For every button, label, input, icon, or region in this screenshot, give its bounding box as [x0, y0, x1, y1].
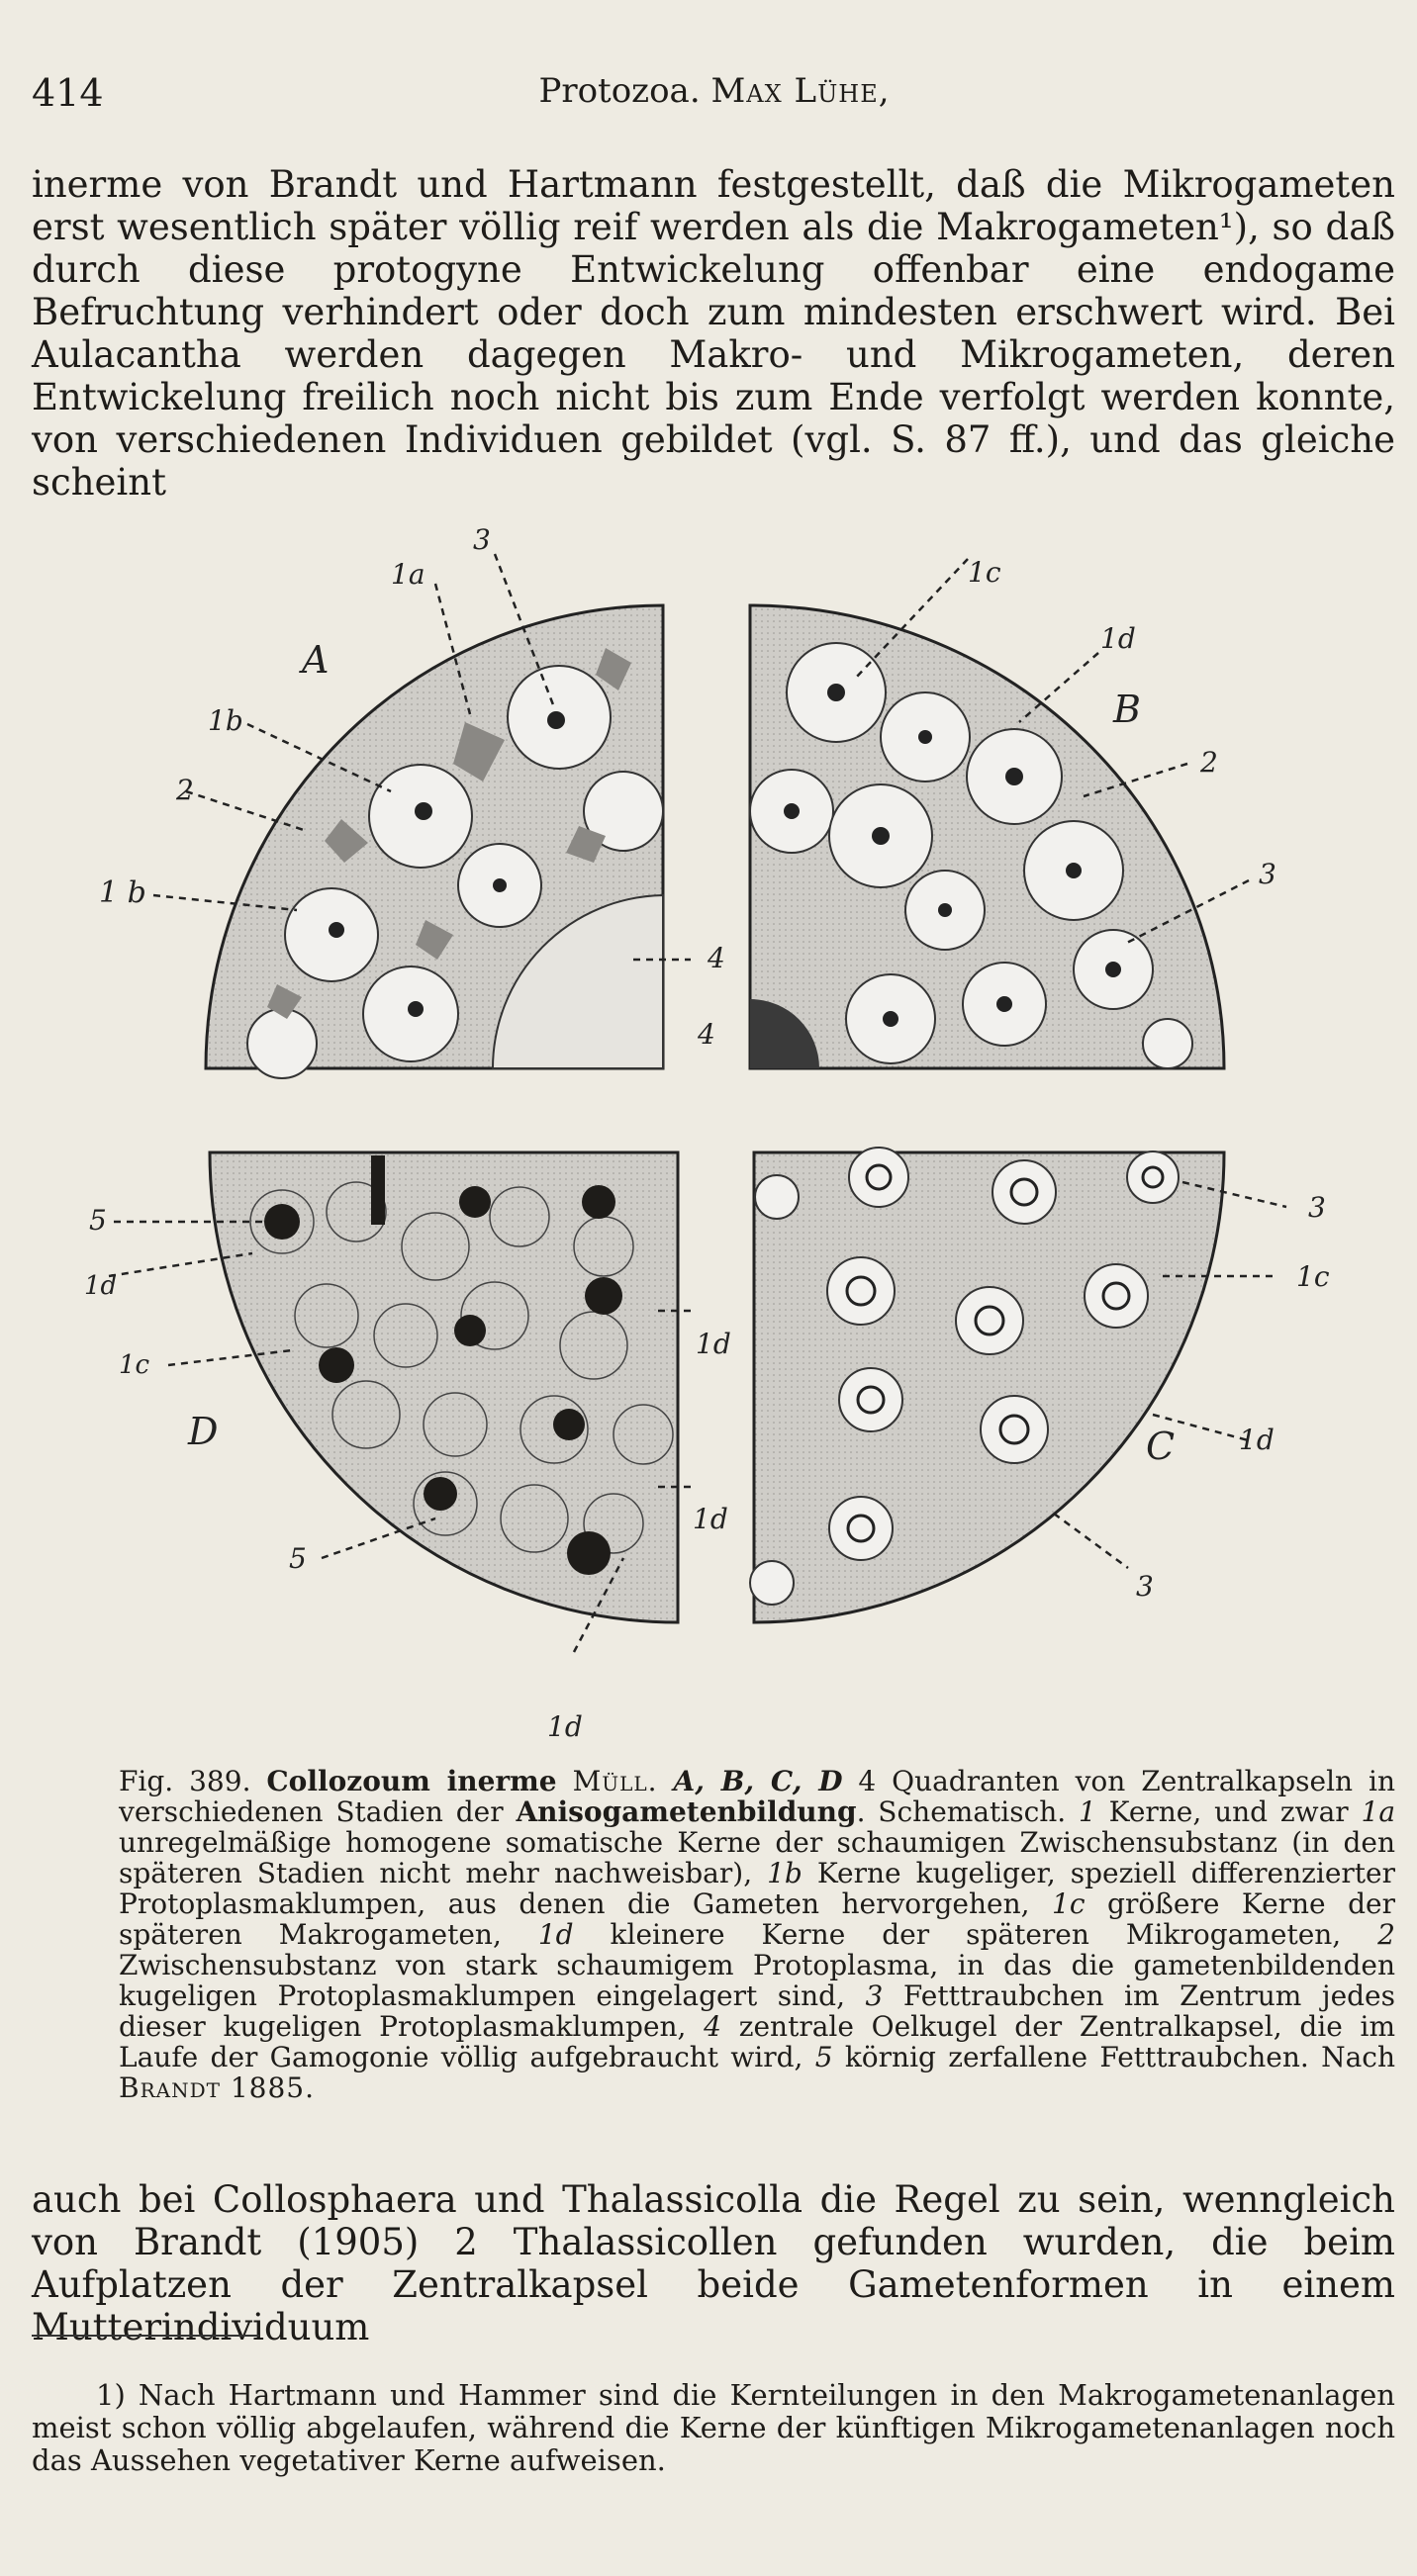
figure-plate [0, 495, 1417, 1761]
caption-text: Kerne, und zwar [1095, 1795, 1362, 1828]
label-a-2: 2 [176, 774, 194, 806]
caption-key: 1c [1052, 1887, 1086, 1920]
footnote-rule [32, 2335, 259, 2337]
footnote: 1) Nach Hartmann und Hammer sind die Kernteilungen in den Makrogametenanlagen meist schon völlig abgelaufen, während die Kerne der künftigen Mikrogametenanlagen noch das Aussehen vegetativer Kerne aufweisen. [32, 2378, 1395, 2477]
label-c-1c: 1c [1296, 1260, 1330, 1293]
label-d-5-top: 5 [89, 1204, 107, 1237]
quadrant-b [750, 605, 1224, 1068]
figure-caption [119, 1766, 1395, 2103]
caption-source: Brandt 1885. [119, 2071, 316, 2104]
running-head-author: Max Lühe, [710, 71, 891, 111]
label-c-3-bottom: 3 [1136, 1570, 1154, 1603]
page-header [32, 71, 1397, 119]
caption-authority: Müll. [572, 1765, 658, 1797]
quadrant-d [210, 1152, 678, 1622]
label-a-4: 4 [708, 942, 725, 974]
quadrant-label-d: D [188, 1410, 219, 1453]
caption-text: . Schematisch. [856, 1795, 1080, 1828]
caption-text: kleinere Kerne der späteren Mikrogameten, [573, 1918, 1378, 1951]
caption-text: Fetttraubchen im Zentrum jedes dieser kugeligen Protoplasmaklumpen, [119, 1979, 1395, 2043]
label-d-1d-bottom: 1d [547, 1710, 583, 1743]
caption-text: Kerne kugeliger, speziell differenzierter Protoplasmaklumpen, aus denen die Gameten hervorgehen, [119, 1857, 1396, 1920]
label-a-1b-lower: 1 b [99, 875, 146, 910]
label-d-1d-mid: 1d [696, 1328, 731, 1360]
caption-text: Zwischensubstanz von stark schaumigem Protoplasma, in das die gametenbildenden kugeligen Protoplasmaklumpen eingelagert sind, [119, 1949, 1395, 2012]
quadrant-label-b: B [1113, 688, 1141, 731]
caption-text: unregelmäßige homogene somatische Kerne der schaumigen Zwischensubstanz (in den späteren Stadien nicht mehr nachweisbar), [119, 1826, 1395, 1889]
caption-term: Anisogametenbildung [516, 1795, 857, 1828]
label-b-3: 3 [1259, 858, 1276, 890]
label-d-1c: 1c [119, 1350, 150, 1380]
label-d-5-bottom: 5 [289, 1542, 307, 1575]
label-a-1a: 1a [391, 558, 425, 591]
label-a-3: 3 [473, 523, 491, 556]
running-head [32, 71, 1397, 111]
label-a-1b: 1b [208, 704, 243, 737]
caption-key: 5 [814, 2041, 833, 2073]
caption-key: 2 [1377, 1918, 1395, 1951]
caption-species: Collozoum inerme [266, 1765, 557, 1797]
caption-key: 3 [865, 1979, 884, 2012]
page-number: 414 [32, 71, 104, 115]
label-c-3-top: 3 [1308, 1191, 1326, 1224]
quadrant-a [206, 605, 663, 1078]
running-head-title: Protozoa. [538, 71, 701, 111]
caption-key: 4 [704, 2010, 721, 2043]
body-paragraph-top: inerme von Brandt und Hartmann festgestellt, daß die Mikrogameten erst wesentlich später völlig reif werden als die Makrogameten¹), so daß durch diese protogyne Entwickelung offenbar eine endogame Befruchtung verhindert oder doch zum mindesten erschwert wird. Bei Aulacantha werden dagegen Makro- und Mikrogameten, deren Entwickelung freilich noch nicht bis zum Ende verfolgt werden konnte, von verschiedenen Individuen gebildet (vgl. S. 87 ff.), und das gleiche scheint [32, 163, 1395, 504]
label-b-4: 4 [698, 1018, 715, 1051]
caption-key: 1a [1361, 1795, 1396, 1828]
quadrant-label-c: C [1146, 1425, 1176, 1468]
label-d-1d-low: 1d [693, 1503, 728, 1535]
label-c-1d: 1d [1239, 1424, 1275, 1456]
quadrant-label-a: A [302, 638, 330, 682]
body-paragraph-bottom: auch bei Collosphaera und Thalassicolla die Regel zu sein, wenngleich von Brandt (1905) 2 Thalassicollen gefunden wurden, die beim Aufplatzen der Zentralkapsel beide Gametenformen in einem Mutterindividuum [32, 2178, 1395, 2348]
leader-lines [109, 554, 1286, 1652]
quadrant-c [750, 1148, 1224, 1622]
caption-key: 1d [537, 1918, 574, 1951]
caption-text: 4 Quadranten von Zentralkapseln in verschiedenen Stadien der [119, 1765, 1395, 1828]
figure-389 [0, 495, 1417, 1761]
caption-text: größere Kerne der späteren Makrogameten, [119, 1887, 1395, 1951]
caption-text: zentrale Oelkugel der Zentralkapsel, die im Laufe der Gamogonie völlig aufgebraucht wird, [119, 2010, 1395, 2073]
label-d-1d-left: 1d [84, 1271, 118, 1301]
caption-key: 1 [1079, 1795, 1096, 1828]
label-b-2: 2 [1200, 746, 1218, 779]
label-b-1d: 1d [1100, 622, 1136, 655]
label-b-1c: 1c [968, 556, 1001, 589]
caption-key: 1b [767, 1857, 803, 1889]
caption-quadrants: A, B, C, D [673, 1765, 843, 1797]
caption-text: körnig zerfallene Fetttraubchen. Nach [832, 2041, 1395, 2073]
caption-fig-number: Fig. 389. [119, 1765, 251, 1797]
